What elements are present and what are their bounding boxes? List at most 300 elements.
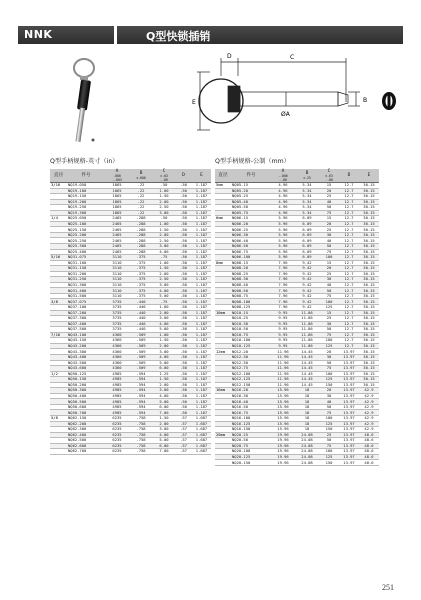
cell-e: 1.187: [192, 249, 211, 255]
cell-c: 3.00: [153, 210, 175, 216]
cell-e: 30.15: [359, 221, 379, 227]
cell-c: 7.00: [153, 410, 175, 416]
cell-b: .509: [129, 349, 153, 355]
cell-part: NQ25-150: [67, 227, 105, 233]
cell-a: 2465: [105, 238, 129, 244]
cell-c: 1.50: [153, 338, 175, 344]
cell-b: 11.86: [295, 338, 319, 344]
cell-e: 1.187: [192, 388, 211, 394]
cell-e: 30.15: [359, 332, 379, 338]
page-header-bar: [18, 26, 403, 44]
cell-e: 1.187: [192, 299, 211, 305]
cell-b: 6.09: [295, 249, 319, 255]
cell-d: 12.7: [339, 194, 359, 200]
cell-dia: 8mm: [215, 260, 231, 266]
cell-c: 4.00: [153, 432, 175, 438]
cell-e: 1.187: [192, 221, 211, 227]
cell-part: NQ43-400: [67, 354, 105, 360]
cell-c: 4.00: [153, 321, 175, 327]
cell-part: NQ08-100: [231, 299, 271, 305]
cell-c: 3.00: [153, 349, 175, 355]
cell-e: 30.15: [359, 271, 379, 277]
column-header-dia: 直径: [215, 169, 231, 183]
cell-part: NQ08-125: [231, 305, 271, 311]
cell-b: .594: [129, 388, 153, 394]
cell-e: 1.187: [192, 377, 211, 383]
cell-dia: 5/8: [50, 415, 67, 421]
cell-part: NQ08-15: [231, 260, 271, 266]
cell-part: NQ08-40: [231, 282, 271, 288]
cell-d: 12.7: [339, 188, 359, 194]
cell-c: 75: [319, 443, 339, 449]
cell-b: 9.42: [295, 277, 319, 283]
cell-d: .50: [175, 316, 192, 322]
cell-e: 1.187: [192, 183, 211, 189]
cell-a: 5.96: [271, 238, 295, 244]
cell-e: 30.15: [359, 354, 379, 360]
cell-d: .57: [175, 415, 192, 421]
cell-c: 50: [319, 360, 339, 366]
cell-d: .50: [175, 221, 192, 227]
cell-b: 6.09: [295, 232, 319, 238]
cell-d: 12.7: [339, 199, 359, 205]
cell-d: .50: [175, 282, 192, 288]
cell-d: 13.97: [339, 421, 359, 427]
cell-a: 19.96: [271, 443, 295, 449]
cell-d: .50: [175, 332, 192, 338]
cell-part: NQ25-050: [67, 216, 105, 222]
cell-b: .594: [129, 382, 153, 388]
dim-label-a: ØA: [281, 111, 290, 118]
cell-c: 100: [319, 338, 339, 344]
column-header-e: E: [359, 169, 379, 183]
cell-b: .594: [129, 377, 153, 383]
cell-d: .50: [175, 205, 192, 211]
cell-a: 4360: [105, 366, 129, 372]
cell-c: 30: [319, 277, 339, 283]
cell-b: .22: [129, 210, 153, 216]
cell-dia: 3/16: [50, 183, 67, 189]
cell-part: NQ25-200: [67, 232, 105, 238]
cell-c: 1.50: [153, 415, 175, 421]
cell-c: 50: [319, 288, 339, 294]
cell-e: 1.687: [192, 421, 211, 427]
cell-a: 11.96: [271, 366, 295, 372]
cell-a: 5.96: [271, 232, 295, 238]
cell-part: NQ62-300: [67, 427, 105, 433]
cell-part: NQ50-600: [67, 404, 105, 410]
cell-part: NQ05-50: [231, 205, 271, 211]
cell-b: 14.45: [295, 349, 319, 355]
cell-part: NQ19-100: [67, 188, 105, 194]
cell-a: 2465: [105, 232, 129, 238]
cell-d: 12.7: [339, 210, 359, 216]
cell-a: 3735: [105, 310, 129, 316]
cell-a: 11.96: [271, 360, 295, 366]
cell-b: 18: [295, 415, 319, 421]
cell-d: 12.7: [339, 266, 359, 272]
cell-b: .758: [129, 415, 153, 421]
brand-label: NNK: [24, 28, 53, 41]
cell-c: 1.00: [153, 305, 175, 311]
cell-c: 5.00: [153, 360, 175, 366]
cell-d: 12.7: [339, 227, 359, 233]
cell-a: 1865: [105, 205, 129, 211]
cell-part: NQ62-700: [67, 449, 105, 455]
cell-dia: [50, 449, 67, 455]
cell-c: 3.00: [153, 388, 175, 394]
cell-d: .50: [175, 310, 192, 316]
cell-part: NQ16-150: [231, 427, 271, 433]
cell-b: 11.86: [295, 316, 319, 322]
cell-b: 6.09: [295, 244, 319, 250]
cell-dia: 7/16: [50, 332, 67, 338]
cell-b: 6.09: [295, 255, 319, 261]
cell-c: 5.00: [153, 293, 175, 299]
cell-part: NQ06-30: [231, 232, 271, 238]
cell-c: 2.50: [153, 205, 175, 211]
cell-b: 18: [295, 410, 319, 416]
cell-d: 12.7: [339, 305, 359, 311]
cell-e: 30.15: [359, 249, 379, 255]
cell-e: 1.187: [192, 404, 211, 410]
cell-d: 13.97: [339, 393, 359, 399]
cell-c: 1.00: [153, 260, 175, 266]
cell-b: .758: [129, 432, 153, 438]
cell-d: .50: [175, 238, 192, 244]
cell-d: .57: [175, 438, 192, 444]
cell-part: NQ20-50: [231, 438, 271, 444]
cell-d: 12.7: [339, 271, 359, 277]
cell-d: 13.97: [339, 404, 359, 410]
cell-d: .50: [175, 299, 192, 305]
cell-e: 30.15: [359, 277, 379, 283]
cell-e: 1.687: [192, 438, 211, 444]
cell-part: NQ10-125: [231, 343, 271, 349]
cell-a: 15.96: [271, 427, 295, 433]
cell-a: 9.95: [271, 321, 295, 327]
cell-c: 5.00: [153, 327, 175, 333]
cell-c: 75: [319, 210, 339, 216]
cell-part: NQ20-75: [231, 443, 271, 449]
cell-e: 1.187: [192, 255, 211, 261]
cell-d: 12.7: [339, 244, 359, 250]
cell-b: 6.09: [295, 238, 319, 244]
cell-e: 30.15: [359, 371, 379, 377]
cell-a: 4985: [105, 371, 129, 377]
cell-part: NQ50-400: [67, 393, 105, 399]
cell-b: .758: [129, 443, 153, 449]
cell-b: .509: [129, 366, 153, 372]
cell-b: .22: [129, 199, 153, 205]
cell-b: 18: [295, 393, 319, 399]
cell-e: 30.15: [359, 255, 379, 261]
cell-e: 30.15: [359, 327, 379, 333]
cell-c: 125: [319, 377, 339, 383]
cell-a: 4.96: [271, 188, 295, 194]
cell-b: 6.09: [295, 221, 319, 227]
cell-part: NQ12-100: [231, 371, 271, 377]
cell-c: 4.00: [153, 354, 175, 360]
cell-d: .50: [175, 338, 192, 344]
cell-a: 3735: [105, 327, 129, 333]
cell-c: 125: [319, 421, 339, 427]
cell-d: 12.7: [339, 205, 359, 211]
cell-c: 6.00: [153, 404, 175, 410]
cell-part: NQ16-125: [231, 421, 271, 427]
cell-part: NQ62-200: [67, 421, 105, 427]
cell-c: 30: [319, 321, 339, 327]
cell-e: 1.187: [192, 205, 211, 211]
cell-part: NQ31-300: [67, 282, 105, 288]
cell-part: NQ08-50: [231, 288, 271, 294]
cell-d: 13.97: [339, 438, 359, 444]
cell-c: 2.00: [153, 421, 175, 427]
table-header-row: [50, 169, 211, 183]
cell-a: 2465: [105, 221, 129, 227]
cell-d: 13.97: [339, 443, 359, 449]
cell-part: NQ20-150: [231, 460, 271, 466]
cell-c: 75: [319, 332, 339, 338]
cell-part: NQ37-075: [67, 299, 105, 305]
cell-e: 30.15: [359, 199, 379, 205]
cell-e: 30.15: [359, 288, 379, 294]
cell-a: 1865: [105, 210, 129, 216]
cell-c: 75: [319, 249, 339, 255]
cell-d: 12.7: [339, 332, 359, 338]
cell-b: .375: [129, 260, 153, 266]
cell-part: NQ37-100: [67, 305, 105, 311]
cell-d: 12.7: [339, 288, 359, 294]
cell-b: .440: [129, 316, 153, 322]
cell-b: .440: [129, 305, 153, 311]
cell-a: 5.96: [271, 216, 295, 222]
column-header-dia: 直径: [50, 169, 67, 183]
cell-d: .50: [175, 366, 192, 372]
cell-e: 42.9: [359, 404, 379, 410]
cell-dia: 5/16: [50, 255, 67, 261]
cell-c: .50: [153, 183, 175, 189]
cell-d: .50: [175, 377, 192, 383]
cell-dia: 1/2: [50, 371, 67, 377]
cell-part: NQ31-500: [67, 293, 105, 299]
cell-part: NQ25-250: [67, 238, 105, 244]
cell-b: .509: [129, 343, 153, 349]
cell-a: 15.96: [271, 421, 295, 427]
cell-c: 150: [319, 382, 339, 388]
cell-b: 9.42: [295, 293, 319, 299]
cell-b: .375: [129, 255, 153, 261]
cell-b: .22: [129, 188, 153, 194]
cell-a: 15.96: [271, 399, 295, 405]
cell-d: 12.7: [339, 282, 359, 288]
cell-part: NQ37-300: [67, 316, 105, 322]
cell-d: .50: [175, 382, 192, 388]
cell-part: NQ05-15: [231, 183, 271, 189]
cell-part: NQ08-20: [231, 266, 271, 272]
cell-b: 11.86: [295, 332, 319, 338]
cell-a: 6235: [105, 432, 129, 438]
cell-part: NQ50-125: [67, 371, 105, 377]
cell-c: 15: [319, 183, 339, 189]
cell-b: 9.42: [295, 305, 319, 311]
cell-e: 30.15: [359, 321, 379, 327]
cell-d: 12.7: [339, 327, 359, 333]
cell-c: 50: [319, 205, 339, 211]
cell-c: .75: [153, 299, 175, 305]
cell-a: 4.96: [271, 199, 295, 205]
cell-b: 9.42: [295, 266, 319, 272]
cell-d: 12.7: [339, 299, 359, 305]
cell-c: 15: [319, 260, 339, 266]
cell-dia: [215, 460, 231, 466]
cell-a: 3735: [105, 299, 129, 305]
cell-a: 7.96: [271, 277, 295, 283]
cell-e: 30.15: [359, 183, 379, 189]
cell-a: 6235: [105, 443, 129, 449]
cell-b: 18: [295, 421, 319, 427]
cell-part: NQ20-100: [231, 449, 271, 455]
cell-d: .50: [175, 210, 192, 216]
cell-part: NQ12-30: [231, 354, 271, 360]
cell-a: 4.96: [271, 205, 295, 211]
cell-a: 4.96: [271, 194, 295, 200]
cell-part: NQ05-40: [231, 199, 271, 205]
cell-e: 1.187: [192, 316, 211, 322]
cell-d: 12.7: [339, 316, 359, 322]
cell-part: NQ62-600: [67, 443, 105, 449]
cell-d: .57: [175, 449, 192, 455]
cell-part: NQ31-400: [67, 288, 105, 294]
cell-a: 3735: [105, 321, 129, 327]
cell-a: 19.96: [271, 432, 295, 438]
cell-e: 30.15: [359, 188, 379, 194]
cell-d: 12.7: [339, 255, 359, 261]
cell-d: 12.7: [339, 249, 359, 255]
cell-a: 4985: [105, 382, 129, 388]
table-row: [215, 460, 379, 466]
cell-e: 48.6: [359, 454, 379, 460]
cell-b: 9.42: [295, 271, 319, 277]
cell-b: .288: [129, 238, 153, 244]
cell-b: .594: [129, 410, 153, 416]
cell-e: 30.15: [359, 194, 379, 200]
cell-d: 13.97: [339, 366, 359, 372]
cell-part: NQ16-20: [231, 388, 271, 394]
cell-a: 3110: [105, 260, 129, 266]
cell-c: 100: [319, 255, 339, 261]
cell-e: 42.9: [359, 415, 379, 421]
cell-d: 13.97: [339, 399, 359, 405]
cell-c: 40: [319, 238, 339, 244]
cell-a: 5.96: [271, 221, 295, 227]
cell-dia: 10mm: [215, 310, 231, 316]
column-header-c: C ±.63 -.00: [319, 169, 339, 183]
cell-e: 1.187: [192, 393, 211, 399]
cell-b: 5.34: [295, 188, 319, 194]
cell-d: .50: [175, 260, 192, 266]
cell-d: .50: [175, 404, 192, 410]
cell-e: 1.187: [192, 410, 211, 416]
cell-c: 100: [319, 299, 339, 305]
cell-e: 30.15: [359, 205, 379, 211]
cell-d: .50: [175, 321, 192, 327]
cell-a: 4360: [105, 349, 129, 355]
brand-logo-icon: [382, 92, 396, 110]
cell-e: 42.9: [359, 393, 379, 399]
cell-c: 3.00: [153, 316, 175, 322]
cell-c: 20: [319, 349, 339, 355]
cell-c: 3.00: [153, 427, 175, 433]
cell-c: 1.00: [153, 332, 175, 338]
cell-e: 1.187: [192, 332, 211, 338]
cell-d: .50: [175, 188, 192, 194]
cell-b: 6.09: [295, 216, 319, 222]
cell-e: 30.15: [359, 282, 379, 288]
cell-c: 100: [319, 371, 339, 377]
dim-label-c: C: [290, 54, 295, 61]
cell-e: 30.15: [359, 260, 379, 266]
cell-d: .57: [175, 432, 192, 438]
cell-a: 6235: [105, 421, 129, 427]
cell-b: 14.45: [295, 360, 319, 366]
cell-b: 18: [295, 427, 319, 433]
cell-e: 30.15: [359, 305, 379, 311]
cell-e: 1.187: [192, 371, 211, 377]
cell-b: .288: [129, 232, 153, 238]
column-header-a: A .000 -.003: [105, 169, 129, 183]
cell-e: 1.187: [192, 271, 211, 277]
cell-d: .50: [175, 399, 192, 405]
cell-c: 2.00: [153, 382, 175, 388]
cell-a: 3110: [105, 255, 129, 261]
cell-part: NQ20-25: [231, 432, 271, 438]
cell-d: 13.97: [339, 460, 359, 466]
cell-d: .50: [175, 410, 192, 416]
cell-b: .375: [129, 266, 153, 272]
cell-b: .509: [129, 332, 153, 338]
cell-e: 1.687: [192, 432, 211, 438]
cell-e: 1.187: [192, 349, 211, 355]
cell-b: 5.34: [295, 199, 319, 205]
cell-part: NQ16-30: [231, 393, 271, 399]
cell-part: NQ06-40: [231, 238, 271, 244]
cell-e: 1.187: [192, 366, 211, 372]
cell-e: 30.15: [359, 366, 379, 372]
cell-e: 1.187: [192, 310, 211, 316]
cell-b: .375: [129, 293, 153, 299]
cell-e: 30.15: [359, 377, 379, 383]
cell-e: 1.687: [192, 449, 211, 455]
cell-c: 40: [319, 199, 339, 205]
cell-part: NQ05-75: [231, 210, 271, 216]
cell-e: 42.9: [359, 427, 379, 433]
inch-table-caption: Q型手柄规格-英寸（in）: [50, 158, 119, 165]
cell-e: 48.6: [359, 438, 379, 444]
cell-c: 20: [319, 388, 339, 394]
cell-c: .50: [153, 216, 175, 222]
cell-part: NQ10-100: [231, 338, 271, 344]
cell-d: .50: [175, 371, 192, 377]
cell-c: 150: [319, 427, 339, 433]
cell-b: .288: [129, 227, 153, 233]
cell-e: 1.187: [192, 277, 211, 283]
cell-e: 30.15: [359, 216, 379, 222]
cell-part: NQ50-150: [67, 377, 105, 383]
cell-a: 5.96: [271, 255, 295, 261]
cell-c: 2.00: [153, 199, 175, 205]
cell-b: 24.08: [295, 432, 319, 438]
